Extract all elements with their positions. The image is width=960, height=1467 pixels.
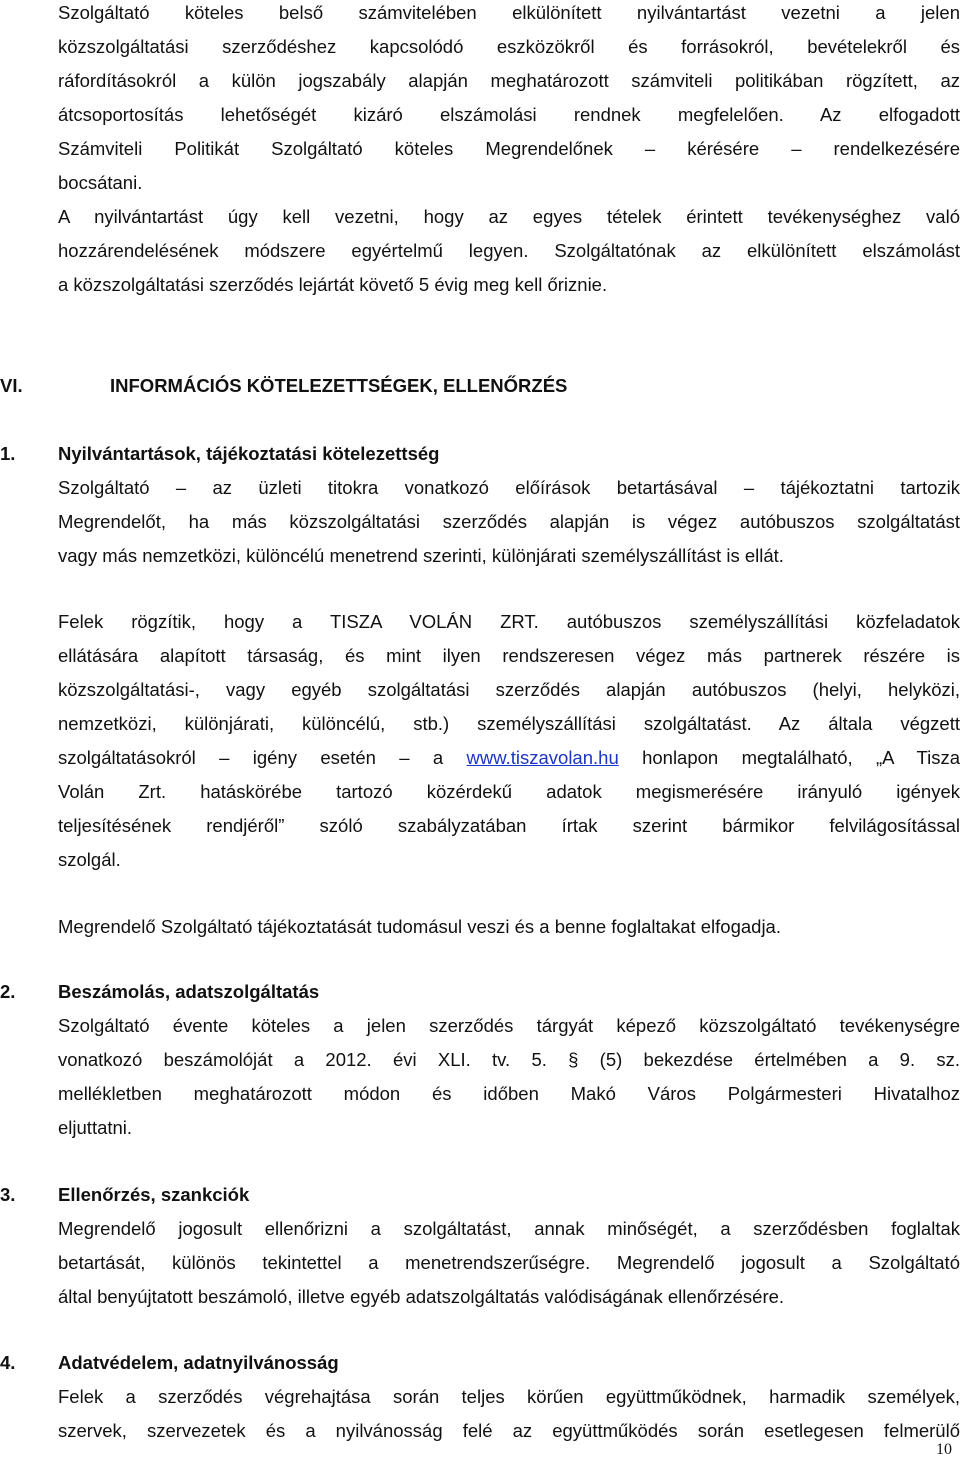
section-title: Ellenőrzés, szankciók — [58, 1184, 250, 1205]
text-line: által benyújtatott beszámoló, illetve egyéb adatszolgáltatás valódiságának ellenőrzésére. — [58, 1286, 785, 1307]
text-line: vagy más nemzetközi, különcélú menetrend szerinti, különjárati személyszállítást is ellát. — [58, 545, 784, 566]
section-number: 2. — [0, 981, 16, 1002]
text-line: mellékletben meghatározott módon és időben Makó Város Polgármesteri Hivatalhoz — [58, 1083, 960, 1104]
section-number: 1. — [0, 443, 16, 464]
text-line: eljuttatni. — [58, 1117, 133, 1138]
section-title: Nyilvántartások, tájékoztatási kötelezettség — [58, 443, 440, 464]
text-line: vonatkozó beszámolóját a 2012. évi XLI. tv. 5. § (5) bekezdése értelmében a 9. sz. — [58, 1049, 960, 1070]
text-line: közszolgáltatási szerződéshez kapcsolódó eszközökről és forrásokról, bevételekről és — [58, 36, 960, 57]
text-line: Megrendelő Szolgáltató tájékoztatását tudomásul veszi és a benne foglaltakat elfogadja. — [58, 916, 781, 937]
text-line: ráfordításokról a külön jogszabály alapján meghatározott számviteli politikában rögzített, az — [58, 70, 960, 91]
page-number: 10 — [936, 1441, 952, 1458]
text-line: közszolgáltatási-, vagy egyéb szolgáltatási szerződés alapján autóbuszos (helyi, helyközi, — [58, 679, 960, 700]
text-line: Megrendelő jogosult ellenőrizni a szolgáltatást, annak minőségét, a szerződésben foglaltak — [58, 1218, 960, 1239]
text-line: Volán Zrt. hatáskörébe tartozó közérdekű adatok megismerésére irányuló igények — [58, 781, 960, 802]
section-number: 4. — [0, 1352, 16, 1373]
text-line: bocsátani. — [58, 172, 143, 193]
text-line: teljesítésének rendjéről” szóló szabályzatában írtak szerint bármikor felvilágosítással — [58, 815, 960, 836]
text-line: A nyilvántartást úgy kell vezetni, hogy az egyes tételek érintett tevékenységhez való — [58, 206, 960, 227]
text-line: átcsoportosítás lehetőségét kizáró elszámolási rendnek megfelelően. Az elfogadott — [58, 104, 960, 125]
section-number: 3. — [0, 1184, 16, 1205]
text-line — [58, 741, 960, 775]
tiszavolan-website-link[interactable]: www.tiszavolan.hu — [466, 747, 619, 768]
text-line: betartását, különös tekintettel a menetrendszerűségre. Megrendelő jogosult a Szolgáltató — [58, 1252, 960, 1273]
text-line: ellátására alapított társaság, és mint ilyen rendszeresen végez más partnerek részére is — [58, 645, 960, 666]
text-line: szolgál. — [58, 849, 121, 870]
section-title: Beszámolás, adatszolgáltatás — [58, 981, 320, 1002]
text-line: Szolgáltató köteles belső számvitelében elkülönített nyilvántartást vezetni a jelen — [58, 2, 960, 23]
chapter-number: VI. — [0, 375, 23, 396]
section-title: Adatvédelem, adatnyilvánosság — [58, 1352, 339, 1373]
text-line: nemzetközi, különjárati, különcélú, stb.) személyszállítási szolgáltatást. Az általa végzett — [58, 713, 960, 734]
text-line: Megrendelőt, ha más közszolgáltatási szerződés alapján is végez autóbuszos szolgáltatást — [58, 511, 960, 532]
text-line: szervek, szervezetek és a nyilvánosság felé az együttműködés során esetlegesen felmerülő — [58, 1420, 960, 1441]
text-line: Szolgáltató évente köteles a jelen szerződés tárgyát képező közszolgáltató tevékenységre — [58, 1015, 960, 1036]
text-line: Felek rögzítik, hogy a TISZA VOLÁN ZRT. autóbuszos személyszállítási közfeladatok — [58, 611, 960, 632]
link-line-before: szolgáltatásokról – igény esetén – a — [58, 747, 467, 768]
text-line: Számviteli Politikát Szolgáltató köteles Megrendelőnek – kérésére – rendelkezésére — [58, 138, 960, 159]
chapter-title: INFORMÁCIÓS KÖTELEZETTSÉGEK, ELLENŐRZÉS — [110, 375, 568, 396]
text-line: Szolgáltató – az üzleti titokra vonatkozó előírások betartásával – tájékoztatni tartozik — [58, 477, 960, 498]
text-line: a közszolgáltatási szerződés lejártát követő 5 évig meg kell őriznie. — [58, 274, 608, 295]
text-line: hozzárendelésének módszere egyértelmű legyen. Szolgáltatónak az elkülönített elszámolást — [58, 240, 960, 261]
link-line-after: honlapon megtalálható, „A Tisza — [618, 747, 960, 768]
text-line: Felek a szerződés végrehajtása során teljes körűen együttműködnek, harmadik személyek, — [58, 1386, 960, 1407]
